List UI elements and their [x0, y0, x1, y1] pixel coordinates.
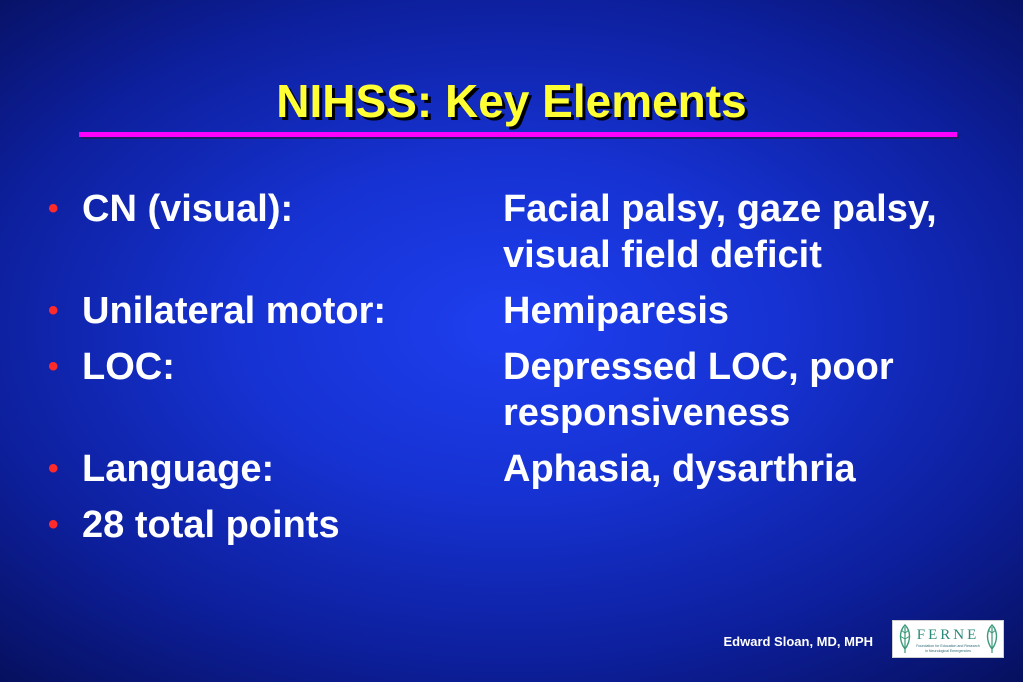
bullet-description: Aphasia, dysarthria	[503, 448, 856, 490]
bullet-dot-icon: •	[48, 508, 59, 541]
bullet-dot-icon: •	[48, 294, 59, 327]
bullet-term: Unilateral motor:	[82, 290, 387, 332]
bullet-list	[48, 186, 1008, 558]
logo-tagline: Foundation for Education and Research	[916, 644, 980, 648]
bullet-description: Facial palsy, gaze palsy, visual field deficit	[503, 188, 937, 276]
bullet-dot-icon: •	[48, 192, 59, 225]
logo-wordmark: FERNE	[916, 627, 980, 643]
bullet-description: Hemiparesis	[503, 290, 730, 332]
bullet-item	[48, 446, 1008, 492]
bullet-term: 28 total points	[82, 504, 340, 546]
title-divider	[79, 132, 957, 137]
leaf-icon	[900, 625, 910, 653]
slide-title: NIHSS: Key Elements	[276, 75, 747, 127]
leaf-icon	[988, 625, 997, 653]
bullet-item	[48, 344, 1008, 436]
bullet-item	[48, 288, 1008, 334]
bullet-dot-icon: •	[48, 350, 59, 383]
logo-tagline: in Neurological Emergencies	[925, 649, 971, 653]
bullet-term: Language:	[82, 448, 275, 490]
bullet-term: LOC:	[82, 346, 175, 388]
bullet-item	[48, 502, 1008, 548]
bullet-term: CN (visual):	[82, 188, 294, 230]
bullet-description: Depressed LOC, poor responsiveness	[503, 346, 894, 434]
ferne-logo-icon	[892, 620, 1004, 658]
bullet-dot-icon: •	[48, 452, 59, 485]
bullet-item	[48, 186, 1008, 278]
footer-author: Edward Sloan, MD, MPH	[723, 634, 873, 649]
